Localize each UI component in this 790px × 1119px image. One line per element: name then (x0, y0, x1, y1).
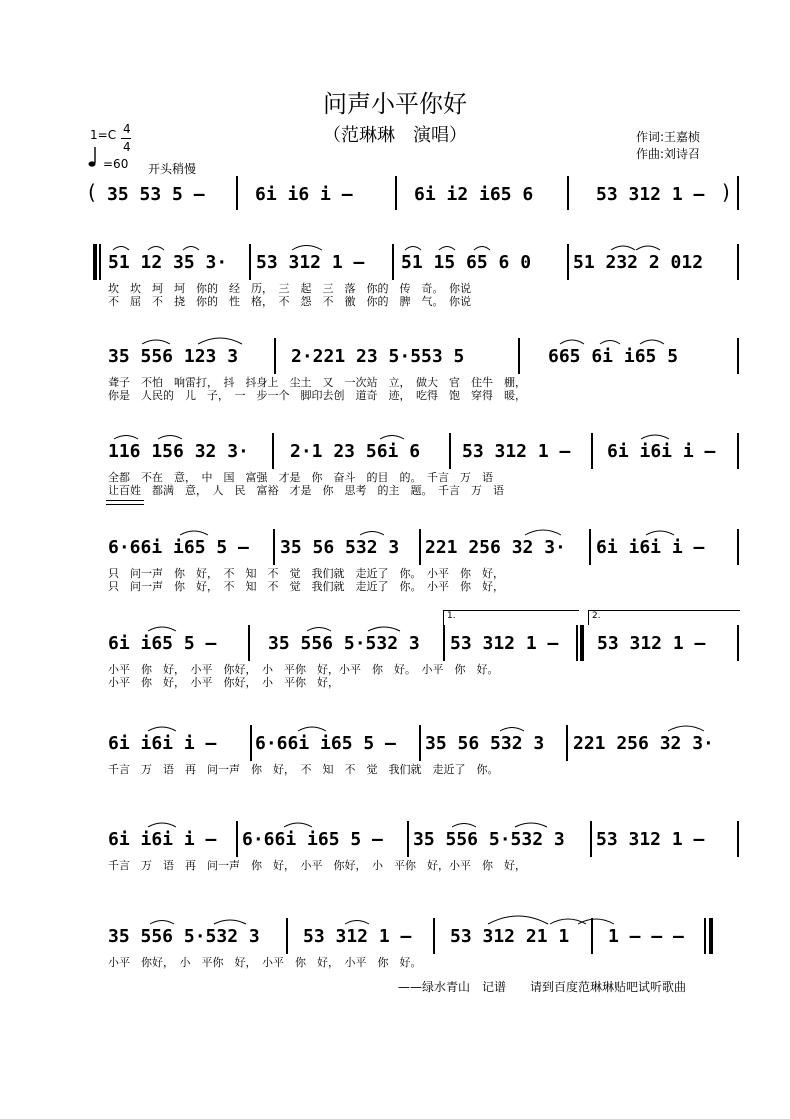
lyric-line: 小平 你好， 小 平你 好， 小平 你 好， 小平 你 好。 (108, 956, 422, 969)
measure: 53 312 21 1 (450, 926, 570, 947)
performer-subtitle: （范琳琳 演唱） (323, 125, 467, 146)
measure: 35 556 123 3 (108, 346, 239, 367)
intro-close-paren: ) (722, 180, 730, 204)
measure: 53 312 1 – (596, 184, 705, 205)
measure: 53 312 1 – (303, 926, 412, 947)
measure: 6i i2 i65 6 (414, 184, 534, 205)
lyric-line: 只 问一声 你 好， 不 知 不 觉 我们就 走近了 你。 小平 你 好， (108, 580, 504, 593)
volta-second-ending: 2. (588, 610, 740, 625)
measure: 53 312 1 – (596, 829, 705, 850)
tempo-instruction: 开头稍慢 (148, 162, 197, 176)
lyric-line: 小平 你 好， 小平 你好， 小 平你 好，小平 你 好。 小平 你 好。 (108, 663, 499, 676)
measure: 35 556 5·532 3 (413, 829, 565, 850)
measure: 6i i6i i – (607, 441, 716, 462)
measure: 6i i6i i – (108, 829, 217, 850)
measure: 116 156 32 3· (108, 441, 249, 462)
measure: 6i i6 i – (255, 184, 353, 205)
measure: 53 312 1 – (462, 441, 571, 462)
lyric-line: 让百姓 都满 意， 人 民 富裕 才是 你 思考 的主 题。 千言 万 语 (108, 484, 504, 497)
measure: 6i i6i i – (596, 537, 705, 558)
intro-open-paren: ( (88, 180, 96, 204)
measure: 6·66i i65 5 – (108, 537, 249, 558)
measure: 51 232 2 012 (573, 252, 704, 273)
tempo-marking: =60 (103, 157, 129, 171)
measure: 221 256 32 3· (573, 733, 714, 754)
time-signature-denominator: 4 (123, 140, 131, 154)
lyric-line: 聋子 不怕 响雷打， 抖 抖身上 尘土 又 一次站 立， 做大 官 住牛 棚， (108, 376, 526, 389)
measure: 35 56 532 3 (425, 733, 545, 754)
lyric-line: 千言 万 语 再 问一声 你 好， 不 知 不 觉 我们就 走近了 你。 (108, 763, 499, 776)
measure: 1 – – – (608, 926, 684, 947)
song-title: 问声小平你好 (323, 90, 467, 118)
lyric-line: 你是 人民的 儿 子， 一 步一个 脚印去创 道奇 迹， 吃得 饱 穿得 暖， (108, 389, 526, 402)
measure: 51 15 65 6 0 (401, 252, 532, 273)
volta-first-ending: 1. (443, 610, 579, 625)
measure: 6i i65 5 – (108, 633, 217, 654)
measure: 53 312 1 – (597, 633, 706, 654)
lyric-line: 全都 不在 意， 中 国 富强 才是 你 奋斗 的目 的。 千言 万 语 (108, 471, 493, 484)
key-signature: 1=C (90, 128, 117, 142)
measure: 53 312 1 – (450, 633, 559, 654)
measure: 665 6i i65 5 (548, 346, 679, 367)
lyric-line: 千言 万 语 再 问一声 你 好， 小平 你好， 小 平你 好，小平 你 好， (108, 859, 526, 872)
measure: 6·66i i65 5 – (255, 733, 396, 754)
measure: 53 312 1 – (256, 252, 365, 273)
measure: 6i i6i i – (108, 733, 217, 754)
measure: 2·221 23 5·553 5 (291, 346, 465, 367)
measure: 35 53 5 – (107, 184, 205, 205)
lyric-line: 不 屈 不 挠 你的 性 格， 不 怨 不 徼 你的 脾 气。 你说 (108, 295, 471, 308)
measure: 35 556 5·532 3 (268, 633, 420, 654)
measure: 51 12 35 3· (108, 252, 228, 273)
lyric-line: 小平 你 好， 小平 你好， 小 平你 好， (108, 676, 339, 689)
lyric-line: 坎 坎 坷 坷 你的 经 历， 三 起 三 落 你的 传 奇。 你说 (108, 282, 471, 295)
lyric-line: 只 问一声 你 好， 不 知 不 觉 我们就 走近了 你。 小平 你 好， (108, 567, 504, 580)
measure: 6·66i i65 5 – (242, 829, 383, 850)
measure: 35 556 5·532 3 (108, 926, 260, 947)
composer-credit: 作曲:刘诗召 (636, 147, 701, 161)
measure: 35 56 532 3 (280, 537, 400, 558)
measure: 221 256 32 3· (425, 537, 566, 558)
measure: 2·1 23 56i 6 (290, 441, 421, 462)
time-signature-numerator: 4 (123, 122, 131, 136)
lyricist-credit: 作词:王嘉桢 (636, 130, 701, 144)
transcription-credit: ——绿水青山 记谱 请到百度范琳琳贴吧试听歌曲 (398, 980, 687, 994)
